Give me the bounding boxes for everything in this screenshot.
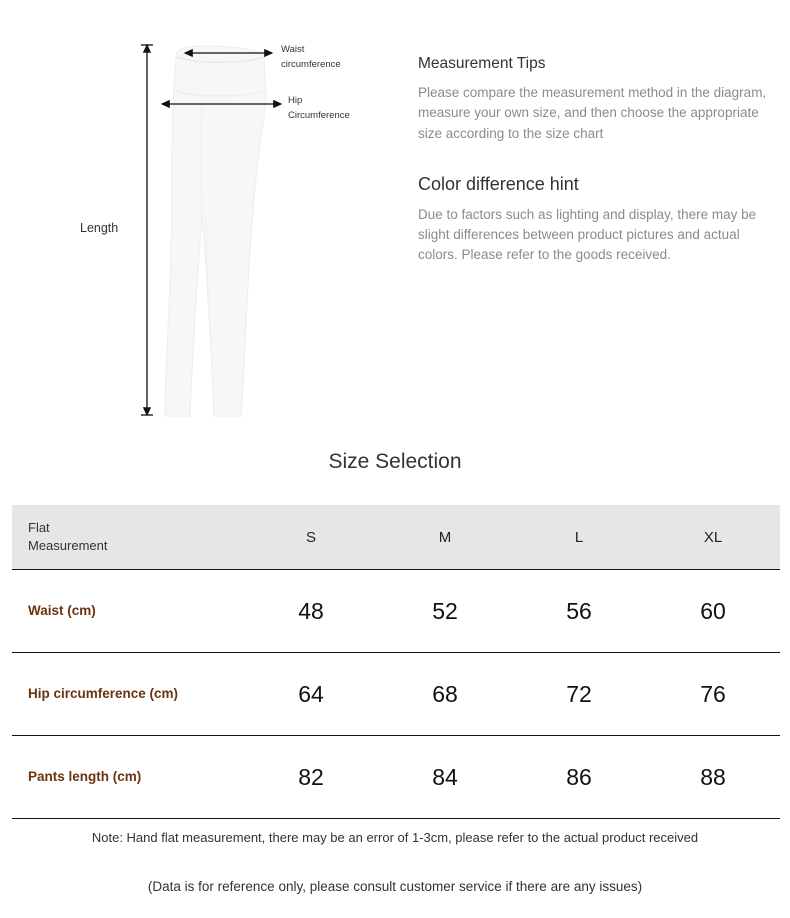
table-row bbox=[12, 570, 780, 653]
header-flat-measurement bbox=[12, 505, 244, 570]
cell-length-xl: 88 bbox=[646, 736, 780, 819]
header-size-l: L bbox=[512, 505, 646, 570]
color-difference-body: Due to factors such as lighting and display, there may be slight differences between product pictures and actual colors. Please refer to the goods received. bbox=[418, 206, 757, 263]
row-label-hip: Hip circumference (cm) bbox=[12, 653, 244, 736]
size-chart-table bbox=[12, 505, 780, 819]
header-flat-line2: Measurement bbox=[28, 538, 108, 553]
footer-notes bbox=[0, 830, 790, 894]
hip-label-line1: Hip bbox=[288, 95, 303, 106]
header-size-xl: XL bbox=[646, 505, 780, 570]
length-label: Length bbox=[80, 221, 119, 235]
cell-hip-m: 68 bbox=[378, 653, 512, 736]
note-line-1: Note: Hand flat measurement, there may be an error of 1-3cm, please refer to the actual product received bbox=[91, 830, 699, 845]
note-line-2: (Data is for reference only, please consult customer service if there are any issues) bbox=[147, 879, 643, 894]
measurement-tips-title: Measurement Tips bbox=[418, 55, 546, 72]
cell-hip-xl: 76 bbox=[646, 653, 780, 736]
table-row bbox=[12, 653, 780, 736]
cell-hip-l: 72 bbox=[512, 653, 646, 736]
waist-label-line2: circumference bbox=[281, 59, 341, 70]
size-chart-table-wrap bbox=[12, 505, 780, 819]
hip-label-line2: Circumference bbox=[288, 110, 350, 121]
pants-shape bbox=[165, 46, 266, 416]
header-size-m: M bbox=[378, 505, 512, 570]
tips-column bbox=[418, 55, 768, 266]
cell-hip-s: 64 bbox=[244, 653, 378, 736]
size-chart-head bbox=[12, 505, 780, 570]
leggings-measurement-diagram bbox=[0, 0, 400, 440]
color-difference-title: Color difference hint bbox=[418, 173, 579, 194]
table-header-row bbox=[12, 505, 780, 570]
waist-label-line1: Waist bbox=[281, 44, 305, 55]
size-selection-title: Size Selection bbox=[328, 450, 462, 473]
row-label-pants-length: Pants length (cm) bbox=[12, 736, 244, 819]
measurement-tips-body: Please compare the measurement method in the diagram, measure your own size, and then choose the appropriate size according to the size chart bbox=[418, 85, 767, 141]
row-label-waist: Waist (cm) bbox=[12, 570, 244, 653]
table-row bbox=[12, 736, 780, 819]
diagram-and-tips-section bbox=[0, 0, 790, 440]
cell-waist-l: 56 bbox=[512, 570, 646, 653]
leggings-svg bbox=[0, 0, 400, 440]
header-flat-line1: Flat bbox=[28, 520, 50, 536]
cell-waist-m: 52 bbox=[378, 570, 512, 653]
length-measure-arrow bbox=[80, 45, 153, 415]
cell-waist-s: 48 bbox=[244, 570, 378, 653]
cell-length-m: 84 bbox=[378, 736, 512, 819]
header-size-s: S bbox=[244, 505, 378, 570]
cell-waist-xl: 60 bbox=[646, 570, 780, 653]
cell-length-s: 82 bbox=[244, 736, 378, 819]
size-chart-body bbox=[12, 570, 780, 819]
cell-length-l: 86 bbox=[512, 736, 646, 819]
